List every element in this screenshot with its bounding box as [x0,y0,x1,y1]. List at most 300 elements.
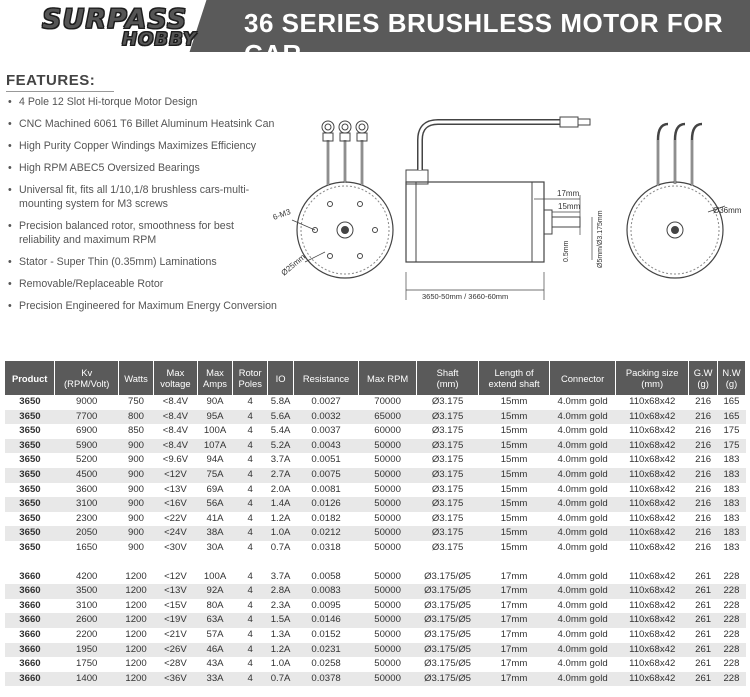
table-cell: 4.0mm gold [557,658,608,670]
table-cell: 228 [723,658,740,670]
table-cell: 228 [717,672,745,687]
brand-logo-bottom: HOBBY [122,29,197,50]
table-cell: 261 [695,570,712,582]
table-cell: 2.0A [270,483,291,495]
table-cell: 3650 [19,396,41,407]
table-cell: 3660 [19,570,41,582]
table-cell: 4 [247,658,253,670]
table-cell: 3100 [55,497,119,512]
table-cell: 56A [197,497,232,512]
table-row [5,526,746,541]
table-cell: 90A [206,396,224,407]
table-cell: <8.4V [162,425,189,437]
table-cell: 1950 [55,643,119,658]
table-row [5,453,746,468]
table-cell: 216 [695,425,712,437]
column-header: Shaft (mm) [417,361,479,395]
column-header: Connector [550,361,616,395]
table-cell: <19V [154,613,198,628]
table-row [5,410,746,425]
table-cell: 183 [723,541,740,553]
mount-hole [373,228,378,233]
table-cell: 1200 [119,643,154,658]
table-cell: 0.0032 [294,410,359,425]
table-row [5,613,746,628]
table-cell: 9000 [76,396,98,407]
table-cell: 3660 [19,599,41,611]
front-view [292,121,393,278]
table-cell: 0.0095 [311,599,341,611]
table-cell: 4.0mm gold [550,613,616,628]
table-cell: 0.0081 [311,483,341,495]
table-cell: 4.0mm gold [550,468,616,483]
table-cell: 4 [233,497,268,512]
table-cell: 2300 [76,512,98,524]
table-cell: 70000 [374,396,401,407]
table-cell: 4.0mm gold [550,410,616,425]
table-cell: 175 [717,439,745,454]
table-cell: 69A [206,483,224,495]
table-cell: 216 [695,454,712,466]
table-cell: 0.0037 [311,425,341,437]
table-cell: 110x68x42 [629,570,676,582]
table-cell: 0.0258 [311,658,341,670]
table-cell: 110x68x42 [616,439,689,454]
table-cell: Ø3.175/Ø5 [417,584,479,599]
table-cell: 216 [689,410,718,425]
table-cell: 15mm [478,497,549,512]
table-cell: 1200 [119,613,154,628]
table-cell: <22V [164,512,187,524]
table-cell: <24V [154,526,198,541]
table-cell: 1750 [76,658,98,670]
table-cell: 50000 [359,497,417,512]
table-cell: 216 [695,396,712,407]
table-cell: 50000 [374,570,401,582]
table-cell: 17mm [478,584,549,599]
table-header-row [5,361,746,395]
column-header: Packing size (mm) [616,361,689,395]
body-length-label: 3650-50mm / 3660-60mm [422,292,509,301]
table-cell: Ø3.175 [431,425,464,437]
table-cell: 50000 [359,613,417,628]
rear-diameter-label: Ø36mm [713,206,742,215]
table-cell: 4.0mm gold [557,599,608,611]
table-cell: 4.0mm gold [557,541,608,553]
table-cell: 0.0075 [294,468,359,483]
table-cell: 228 [717,584,745,599]
table-cell: 33A [197,672,232,687]
table-cell: 183 [717,497,745,512]
table-cell: 3660 [19,628,41,640]
table-cell: 92A [197,584,232,599]
table-cell: 3650 [5,410,55,425]
table-cell: 3650 [5,468,55,483]
table-cell: 0.0318 [311,541,341,553]
side-shaft [552,217,580,227]
table-cell: <8.4V [162,396,189,407]
table-cell: <12V [154,468,198,483]
table-row [5,628,746,643]
table-cell: 4 [247,454,253,466]
table-cell: 41A [206,512,224,524]
table-cell: 110x68x42 [616,526,689,541]
table-cell: 900 [119,468,154,483]
table-cell: 3660 [5,643,55,658]
table-cell: 50000 [359,643,417,658]
table-spacer-row [5,556,746,570]
table-cell: 0.0126 [294,497,359,512]
table-cell: 43A [206,658,224,670]
table-cell: 1.0A [268,526,294,541]
table-cell: 3660 [19,658,41,670]
table-cell: 110x68x42 [616,613,689,628]
table-cell: 110x68x42 [629,599,676,611]
table-cell: Ø3.175/Ø5 [424,570,472,582]
table-cell: 50000 [374,483,401,495]
table-row [5,599,746,614]
table-cell: 261 [695,658,712,670]
table-cell: 1200 [125,570,147,582]
table-row [5,395,746,410]
shaft-diameter-label: Ø5mm/Ø3.175mm [597,210,604,268]
column-header: Max voltage [154,361,198,395]
table-cell: 900 [128,541,145,553]
table-cell: 4200 [76,570,98,582]
table-cell: 183 [723,512,740,524]
table-cell: 1200 [125,628,147,640]
table-cell: 5.6A [268,410,294,425]
table-cell: 4 [233,410,268,425]
table-cell: 228 [717,613,745,628]
table-cell: <16V [154,497,198,512]
table-cell: Ø3.175 [417,410,479,425]
table-cell: 110x68x42 [616,672,689,687]
table-cell: 15mm [500,396,528,407]
table-cell: 5200 [76,454,98,466]
table-cell: <13V [154,584,198,599]
table-cell: 100A [203,425,227,437]
table-cell: 4.0mm gold [550,672,616,687]
table-cell: Ø3.175/Ø5 [424,658,472,670]
table-row [5,439,746,454]
table-cell: 3100 [76,599,98,611]
length-17-label: 17mm [557,189,580,198]
table-cell: 0.0027 [311,396,341,407]
mount-hole [358,202,363,207]
feature-item: • Precision balanced rotor, smoothness for best reliability and maximum RPM [8,219,278,247]
table-row [5,483,746,498]
length-15-label: 15mm [558,202,581,211]
table-cell: 17mm [500,599,528,611]
table-cell: 1.2A [270,512,291,524]
table-cell: 4.0mm gold [550,439,616,454]
table-cell: <8.4V [154,439,198,454]
table-cell: 2200 [76,628,98,640]
table-cell: 0.0152 [311,628,341,640]
table-cell: 216 [695,483,712,495]
table-cell: 110x68x42 [616,584,689,599]
table-cell: 110x68x42 [616,643,689,658]
table-cell: 50000 [374,512,401,524]
table-cell: 216 [689,468,718,483]
table-row [5,643,746,658]
table-cell: <36V [154,672,198,687]
feature-item: • High Purity Copper Windings Maximizes Efficiency [8,139,278,153]
table-cell: 0.0378 [294,672,359,687]
table-cell: 4.0mm gold [557,570,608,582]
table-cell: 1.0A [270,658,291,670]
table-cell: 3660 [5,584,55,599]
table-cell: 15mm [500,512,528,524]
table-cell: 4.0mm gold [557,512,608,524]
column-header: Max RPM [359,361,417,395]
table-cell: 900 [128,454,145,466]
table-cell: 50000 [359,526,417,541]
table-cell: 4500 [55,468,119,483]
table-cell: 1.3A [270,628,291,640]
table-row [5,657,746,672]
table-cell: 3650 [19,454,41,466]
table-cell: 5.2A [268,439,294,454]
table-cell: 3.7A [270,454,291,466]
table-cell: 4.0mm gold [550,497,616,512]
table-cell: 228 [717,643,745,658]
screws-label: 6-M3 [271,207,292,222]
table-cell: <26V [154,643,198,658]
features-list [8,95,278,321]
table-cell: 0.0231 [294,643,359,658]
table-cell: 50000 [359,439,417,454]
table-cell: 261 [689,643,718,658]
table-cell: 4.0mm gold [557,425,608,437]
table-cell: 5.4A [270,425,291,437]
table-cell: 261 [689,613,718,628]
table-cell: 900 [128,512,145,524]
table-cell: 110x68x42 [629,454,676,466]
table-row [5,584,746,599]
table-cell: <8.4V [154,410,198,425]
table-cell: 2.7A [268,468,294,483]
table-cell: 4.0mm gold [550,526,616,541]
table-cell: 4 [233,584,268,599]
table-cell: <21V [164,628,187,640]
side-can-body [406,182,544,262]
table-cell: 1200 [119,672,154,687]
table-cell: 50000 [359,584,417,599]
shaft-flat-label: 0.5mm [563,240,570,262]
table-cell: Ø3.175/Ø5 [424,628,472,640]
table-cell: 261 [689,672,718,687]
table-cell: 0.0083 [294,584,359,599]
table-cell: <15V [164,599,187,611]
table-cell: 7700 [55,410,119,425]
table-row [5,497,746,512]
table-cell: 4.0mm gold [557,628,608,640]
table-cell: Ø3.175 [417,439,479,454]
table-body [5,395,746,686]
table-cell: Ø3.175 [431,483,464,495]
table-cell: Ø3.175 [431,541,464,553]
table-cell: Ø3.175/Ø5 [417,672,479,687]
table-cell: 17mm [478,643,549,658]
table-cell: 15mm [500,541,528,553]
table-cell: 0.0043 [294,439,359,454]
table-cell: 4 [233,468,268,483]
table-cell: 2050 [55,526,119,541]
table-cell: 4 [247,541,253,553]
table-cell: 50000 [374,658,401,670]
table-cell: 4 [233,613,268,628]
table-cell: 17mm [500,570,528,582]
table-cell: 216 [695,512,712,524]
mount-hole [328,254,333,259]
table-cell: 0.0051 [311,454,341,466]
table-cell: 0.0212 [294,526,359,541]
table-cell: 110x68x42 [616,410,689,425]
table-cell: 17mm [500,628,528,640]
table-cell: 50000 [374,628,401,640]
table-cell: 183 [723,483,740,495]
table-cell: 3660 [5,613,55,628]
table-row [5,541,746,556]
table-cell: 110x68x42 [629,483,676,495]
table-cell: 3660 [5,672,55,687]
table-cell: 4 [233,643,268,658]
features-divider [6,91,114,92]
column-header: Product [5,361,55,395]
table-cell: 50000 [374,599,401,611]
table-cell: 17mm [500,658,528,670]
feature-item: • Universal fit, fits all 1/10,1/8 brushless cars-multi-mounting system for M3 screws [8,183,278,211]
table-cell: 4 [233,439,268,454]
table-cell: 110x68x42 [629,541,676,553]
table-cell: 30A [206,541,224,553]
table-cell: 261 [695,628,712,640]
table-cell: 1.5A [268,613,294,628]
table-cell: 4.0mm gold [550,643,616,658]
table-cell: 0.7A [270,541,291,553]
front-diameter-label: Ø25mm [279,252,308,278]
table-cell: Ø3.175 [431,512,464,524]
table-cell: 110x68x42 [629,628,676,640]
column-header: Length of extend shaft [478,361,549,395]
table-row [5,570,746,585]
header-banner [0,0,750,69]
table-cell: 17mm [478,613,549,628]
table-cell: 3650 [5,497,55,512]
mount-hole [358,254,363,259]
table-cell: 15mm [500,454,528,466]
table-cell: 4.0mm gold [557,396,608,407]
table-cell: 46A [197,643,232,658]
table-cell: 94A [206,454,224,466]
column-header: Resistance [294,361,359,395]
table-cell: 65000 [359,410,417,425]
table-cell: 900 [128,483,145,495]
table-cell: 4 [247,570,253,582]
table-cell: 17mm [478,672,549,687]
table-cell: Ø3.175 [431,396,464,407]
table-cell: 216 [695,541,712,553]
table-cell: 50000 [374,541,401,553]
table-cell: Ø3.175/Ø5 [417,613,479,628]
feature-item: • CNC Machined 6061 T6 Billet Aluminum Heatsink Can [8,117,278,131]
feature-item: • High RPM ABEC5 Oversized Bearings [8,161,278,175]
table-cell: 4 [247,599,253,611]
table-cell: 165 [717,410,745,425]
table-cell: Ø3.175 [417,468,479,483]
table-cell: 4 [247,483,253,495]
table-cell: 1200 [119,584,154,599]
column-header: Max Amps [197,361,232,395]
table-cell: 4 [233,526,268,541]
table-cell: 4.0mm gold [557,454,608,466]
table-cell: 0.0182 [311,512,341,524]
table-cell: 5.8A [270,396,291,407]
table-cell: <28V [164,658,187,670]
table-cell: 228 [723,570,740,582]
table-cell: 216 [689,439,718,454]
table-cell: 4 [247,396,253,407]
column-header: G.W (g) [689,361,718,395]
table-cell: Ø3.175/Ø5 [417,643,479,658]
table-cell: 110x68x42 [629,396,676,407]
table-cell: 216 [689,526,718,541]
feature-item: • Removable/Replaceable Rotor [8,277,278,291]
table-cell: 110x68x42 [616,468,689,483]
table-cell: 3500 [55,584,119,599]
table-cell: 3650 [19,425,41,437]
table-cell: 1400 [55,672,119,687]
table-cell: 50000 [374,454,401,466]
table-cell: 183 [717,468,745,483]
table-row [5,468,746,483]
table-cell: 107A [197,439,232,454]
column-header: Kv (RPM/Volt) [55,361,119,395]
table-cell: 1650 [76,541,98,553]
table-cell: 50000 [359,672,417,687]
column-header: Rotor Poles [233,361,268,395]
table-cell: 110x68x42 [616,497,689,512]
table-cell: 5900 [55,439,119,454]
table-cell: <9.6V [162,454,189,466]
table-cell: 15mm [500,483,528,495]
table-cell: 183 [717,526,745,541]
motor-technical-drawing [270,100,750,320]
table-cell: 110x68x42 [629,425,676,437]
table-cell: 4 [247,512,253,524]
table-cell: 60000 [374,425,401,437]
table-cell: 175 [723,425,740,437]
table-cell: 0.7A [268,672,294,687]
table-cell: <13V [164,483,187,495]
table-cell: 50000 [359,468,417,483]
spec-table [5,361,746,686]
table-cell: 261 [695,599,712,611]
table-cell: 228 [723,628,740,640]
table-cell: 38A [197,526,232,541]
table-cell: 1.2A [268,643,294,658]
brand-logo-top: SURPASS [42,4,188,35]
table-cell: 261 [689,584,718,599]
table-cell: Ø3.175 [417,526,479,541]
table-cell: 1200 [125,599,147,611]
table-row [5,424,746,439]
table-cell: 110x68x42 [629,512,676,524]
table-cell: 4.0mm gold [550,584,616,599]
page-title: 36 SERIES BRUSHLESS MOTOR FOR CAR [244,8,724,69]
